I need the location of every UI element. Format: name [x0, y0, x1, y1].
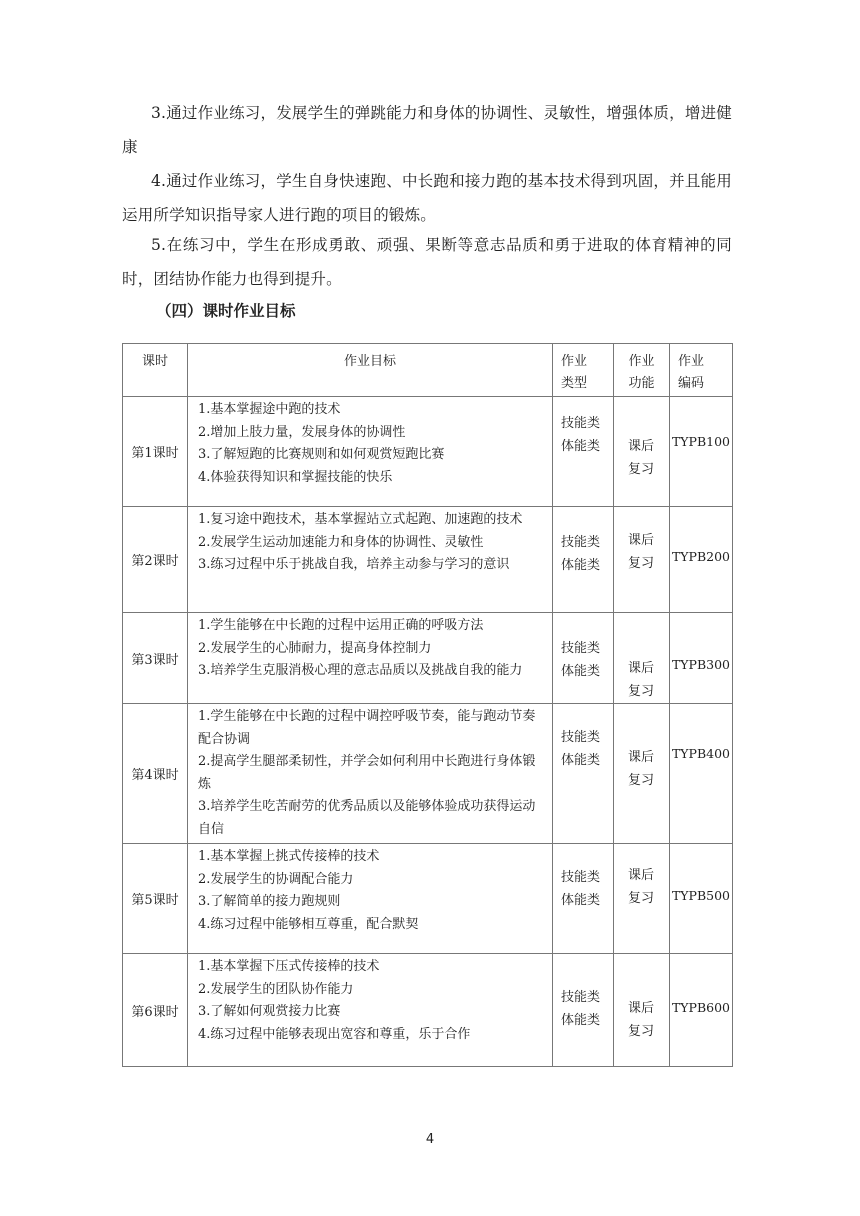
type-cell: 技能类 体能类	[553, 954, 614, 1067]
objective-item: 1.基本掌握上挑式传接棒的技术	[198, 849, 380, 864]
header-function: 作业 功能	[614, 344, 670, 397]
table-row	[123, 397, 733, 507]
objective-item: 4.体验获得知识和掌握技能的快乐	[198, 469, 393, 485]
objective-item: 4.练习过程中能够表现出宽容和尊重，乐于合作	[198, 1026, 471, 1042]
objective-item: 3.培养学生克服消极心理的意志品质以及挑战自我的能力	[198, 663, 523, 678]
objective-item: 2.增加上肢力量，发展身体的协调性	[198, 424, 406, 440]
objective-item: 3.了解如何观赏接力比赛	[198, 1004, 341, 1019]
table-row	[123, 844, 733, 954]
function-cell: 课后 复习	[614, 397, 670, 507]
header-type: 作业 类型	[553, 344, 614, 397]
objective-item: 2.发展学生运动加速能力和身体的协调性、灵敏性	[198, 534, 484, 550]
table-row	[123, 954, 733, 1067]
type-cell: 技能类 体能类	[553, 613, 614, 704]
code-cell: TYPB200	[670, 507, 733, 613]
code-cell: TYPB400	[670, 704, 733, 844]
objective-item: 1.学生能够在中长跑的过程中调控呼吸节奏，能与跑动节奏配合协调	[198, 709, 536, 747]
lesson-cell: 第6课时	[123, 954, 188, 1067]
objective-item: 3.练习过程中乐于挑战自我，培养主动参与学习的意识	[198, 557, 510, 572]
lesson-cell: 第1课时	[123, 397, 188, 507]
objective-item: 4.练习过程中能够相互尊重，配合默契	[198, 916, 419, 932]
page-number: 4	[425, 1132, 435, 1147]
table-header-row	[123, 344, 733, 397]
objective-item: 2.发展学生的团队协作能力	[198, 981, 354, 997]
table-row	[123, 507, 733, 613]
objective-item: 3.了解短跑的比赛规则和如何观赏短跑比赛	[198, 447, 445, 462]
objective-item: 1.复习途中跑技术，基本掌握站立式起跑、加速跑的技术	[198, 512, 523, 527]
paragraph-3: 3.通过作业练习，发展学生的弹跳能力和身体的协调性、灵敏性，增强体质，增进健康	[122, 104, 732, 156]
objective-item: 1.基本掌握途中跑的技术	[198, 402, 341, 417]
type-cell: 技能类 体能类	[553, 704, 614, 844]
paragraph-5: 5.在练习中，学生在形成勇敢、顽强、果断等意志品质和勇于进取的体育精神的同时，团结协作能力也得到提升。	[122, 236, 732, 288]
objective-cell	[188, 507, 553, 613]
lesson-cell: 第5课时	[123, 844, 188, 954]
function-cell: 课后 复习	[614, 507, 670, 613]
objective-item: 2.提高学生腿部柔韧性，并学会如何利用中长跑进行身体锻炼	[198, 754, 536, 792]
function-cell: 课后 复习	[614, 613, 670, 704]
header-code: 作业 编码	[670, 344, 733, 397]
function-cell: 课后 复习	[614, 954, 670, 1067]
objective-cell	[188, 704, 553, 844]
lesson-cell: 第4课时	[123, 704, 188, 844]
code-cell: TYPB600	[670, 954, 733, 1067]
type-cell: 技能类 体能类	[553, 844, 614, 954]
objective-item: 1.学生能够在中长跑的过程中运用正确的呼吸方法	[198, 618, 484, 633]
type-cell: 技能类 体能类	[553, 507, 614, 613]
function-cell: 课后 复习	[614, 704, 670, 844]
code-cell: TYPB100	[670, 397, 733, 507]
type-cell: 技能类 体能类	[553, 397, 614, 507]
section-heading: （四）课时作业目标	[156, 302, 296, 320]
objective-cell	[188, 397, 553, 507]
objective-cell	[188, 844, 553, 954]
objective-item: 1.基本掌握下压式传接棒的技术	[198, 959, 380, 974]
function-cell: 课后 复习	[614, 844, 670, 954]
objective-cell	[188, 954, 553, 1067]
lesson-cell: 第2课时	[123, 507, 188, 613]
code-cell: TYPB300	[670, 613, 733, 704]
paragraph-4: 4.通过作业练习，学生自身快速跑、中长跑和接力跑的基本技术得到巩固，并且能用运用所学知识指导家人进行跑的项目的锻炼。	[122, 172, 732, 224]
header-lesson: 课时	[123, 344, 188, 397]
header-objective: 作业目标	[188, 344, 553, 397]
lesson-cell: 第3课时	[123, 613, 188, 704]
lesson-goals-table	[122, 343, 733, 1067]
objective-cell	[188, 613, 553, 704]
objective-item: 3.培养学生吃苦耐劳的优秀品质以及能够体验成功获得运动自信	[198, 799, 536, 837]
table-row	[123, 704, 733, 844]
table-row	[123, 613, 733, 704]
code-cell: TYPB500	[670, 844, 733, 954]
objective-item: 3.了解简单的接力跑规则	[198, 894, 341, 909]
objective-item: 2.发展学生的协调配合能力	[198, 871, 354, 887]
objective-item: 2.发展学生的心肺耐力，提高身体控制力	[198, 640, 432, 656]
